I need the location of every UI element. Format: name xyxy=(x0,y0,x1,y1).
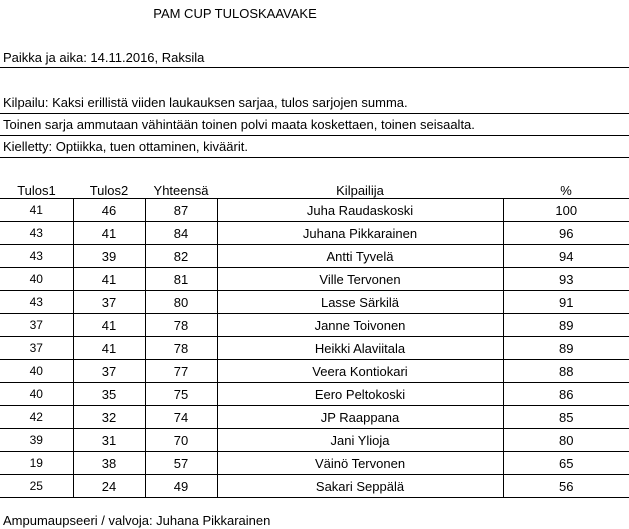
cell-tulos1: 19 xyxy=(0,452,73,475)
cell-tulos2: 41 xyxy=(73,268,145,291)
cell-tulos2: 35 xyxy=(73,383,145,406)
table-row xyxy=(0,383,629,406)
cell-percent: 89 xyxy=(503,337,629,360)
cell-yhteensa: 78 xyxy=(145,337,217,360)
cell-yhteensa: 81 xyxy=(145,268,217,291)
cell-yhteensa: 87 xyxy=(145,199,217,222)
cell-tulos1: 42 xyxy=(0,406,73,429)
table-row xyxy=(0,199,629,222)
cell-yhteensa: 80 xyxy=(145,291,217,314)
table-row xyxy=(0,337,629,360)
cell-tulos2: 32 xyxy=(73,406,145,429)
cell-yhteensa: 49 xyxy=(145,475,217,498)
table-row xyxy=(0,406,629,429)
cell-tulos2: 37 xyxy=(73,360,145,383)
cell-percent: 65 xyxy=(503,452,629,475)
cell-tulos1: 40 xyxy=(0,268,73,291)
cell-tulos1: 43 xyxy=(0,222,73,245)
cell-tulos2: 38 xyxy=(73,452,145,475)
cell-percent: 88 xyxy=(503,360,629,383)
table-row xyxy=(0,245,629,268)
cell-tulos2: 41 xyxy=(73,337,145,360)
cell-tulos2: 41 xyxy=(73,314,145,337)
cell-kilpailija: Ville Tervonen xyxy=(217,268,503,291)
cell-kilpailija: Väinö Tervonen xyxy=(217,452,503,475)
cell-tulos1: 40 xyxy=(0,360,73,383)
cell-tulos1: 37 xyxy=(0,314,73,337)
divider xyxy=(0,135,629,136)
divider xyxy=(0,157,629,158)
table-row xyxy=(0,475,629,498)
cell-percent: 94 xyxy=(503,245,629,268)
cell-kilpailija: Sakari Seppälä xyxy=(217,475,503,498)
cell-kilpailija: JP Raappana xyxy=(217,406,503,429)
header-tulos2: Tulos2 xyxy=(89,182,129,198)
header-tulos1: Tulos1 xyxy=(17,182,56,198)
cell-tulos1: 25 xyxy=(0,475,73,498)
cell-kilpailija: Antti Tyvelä xyxy=(217,245,503,268)
table-row xyxy=(0,360,629,383)
cell-tulos2: 39 xyxy=(73,245,145,268)
cell-tulos2: 31 xyxy=(73,429,145,452)
header-yhteensa: Yhteensä xyxy=(153,182,209,198)
cell-yhteensa: 57 xyxy=(145,452,217,475)
cell-percent: 56 xyxy=(503,475,629,498)
table-row xyxy=(0,452,629,475)
cell-yhteensa: 70 xyxy=(145,429,217,452)
table-row xyxy=(0,222,629,245)
page-title: PAM CUP TULOSKAAVAKE xyxy=(153,6,317,21)
cell-kilpailija: Juhana Pikkarainen xyxy=(217,222,503,245)
cell-yhteensa: 74 xyxy=(145,406,217,429)
cell-percent: 96 xyxy=(503,222,629,245)
cell-yhteensa: 82 xyxy=(145,245,217,268)
cell-tulos1: 43 xyxy=(0,245,73,268)
cell-kilpailija: Juha Raudaskoski xyxy=(217,199,503,222)
cell-percent: 86 xyxy=(503,383,629,406)
cell-tulos1: 40 xyxy=(0,383,73,406)
cell-yhteensa: 77 xyxy=(145,360,217,383)
cell-percent: 100 xyxy=(503,199,629,222)
cell-percent: 93 xyxy=(503,268,629,291)
cell-kilpailija: Janne Toivonen xyxy=(217,314,503,337)
place-and-time: Paikka ja aika: 14.11.2016, Raksila xyxy=(3,50,205,65)
cell-tulos2: 41 xyxy=(73,222,145,245)
cell-yhteensa: 78 xyxy=(145,314,217,337)
divider xyxy=(0,67,629,68)
rule-line-3: Kielletty: Optiikka, tuen ottaminen, kiväärit. xyxy=(3,139,248,154)
divider xyxy=(0,113,629,114)
header-percent: % xyxy=(560,182,572,198)
table-row xyxy=(0,268,629,291)
cell-percent: 85 xyxy=(503,406,629,429)
cell-kilpailija: Eero Peltokoski xyxy=(217,383,503,406)
table-row xyxy=(0,429,629,452)
cell-tulos2: 37 xyxy=(73,291,145,314)
table-row xyxy=(0,291,629,314)
cell-tulos2: 24 xyxy=(73,475,145,498)
cell-tulos1: 43 xyxy=(0,291,73,314)
rule-line-2: Toinen sarja ammutaan vähintään toinen polvi maata koskettaen, toinen seisaalta. xyxy=(3,117,475,132)
cell-tulos1: 39 xyxy=(0,429,73,452)
header-kilpailija: Kilpailija xyxy=(336,182,384,198)
cell-percent: 89 xyxy=(503,314,629,337)
cell-yhteensa: 84 xyxy=(145,222,217,245)
cell-kilpailija: Lasse Särkilä xyxy=(217,291,503,314)
cell-tulos1: 41 xyxy=(0,199,73,222)
footer-supervisor: Ampumaupseeri / valvoja: Juhana Pikkarainen xyxy=(3,513,271,528)
cell-tulos1: 37 xyxy=(0,337,73,360)
table-row xyxy=(0,314,629,337)
cell-yhteensa: 75 xyxy=(145,383,217,406)
cell-tulos2: 46 xyxy=(73,199,145,222)
table-header-row xyxy=(0,182,629,199)
cell-percent: 91 xyxy=(503,291,629,314)
cell-kilpailija: Jani Ylioja xyxy=(217,429,503,452)
results-table xyxy=(0,182,629,498)
rule-line-1: Kilpailu: Kaksi erillistä viiden laukauksen sarjaa, tulos sarjojen summa. xyxy=(3,95,408,110)
cell-kilpailija: Heikki Alaviitala xyxy=(217,337,503,360)
cell-kilpailija: Veera Kontiokari xyxy=(217,360,503,383)
cell-percent: 80 xyxy=(503,429,629,452)
